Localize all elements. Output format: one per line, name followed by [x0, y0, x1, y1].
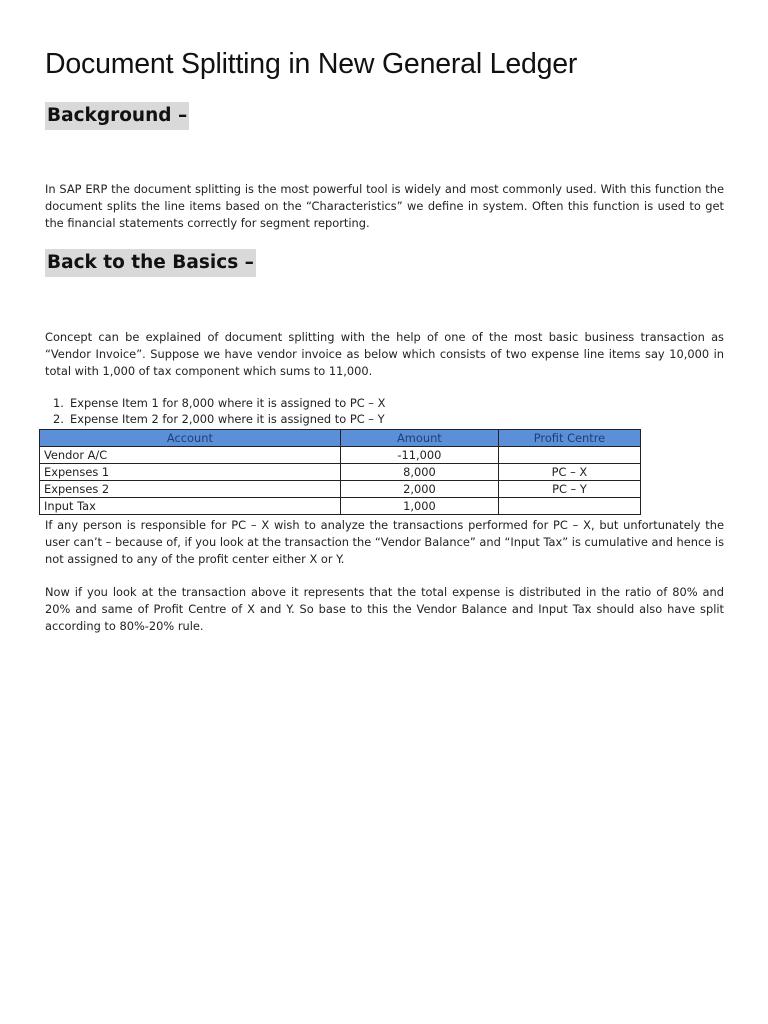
background-paragraph: In SAP ERP the document splitting is the most powerful tool is widely and most commonly used. With this function the document splits the line items based on the “Characteristics” we define in system. Often this function is used to get the financial statements correctly for segment reporting.	[45, 182, 724, 230]
list-item-text: Expense Item 1 for 8,000 where it is assigned to PC – X	[70, 396, 386, 410]
table-row	[40, 464, 641, 481]
column-header-amount: Amount	[340, 430, 498, 447]
list-item-number: 1.	[53, 396, 64, 410]
section-heading-background: Background –	[45, 102, 189, 130]
list-item	[53, 395, 385, 411]
cell-account: Expenses 1	[40, 464, 341, 481]
cell-profit-centre: PC – Y	[498, 481, 640, 498]
page-title: Document Splitting in New General Ledger	[45, 48, 578, 80]
section-heading-basics: Back to the Basics –	[45, 249, 256, 277]
list-item-number: 2.	[53, 412, 64, 426]
table-row	[40, 498, 641, 515]
table-row	[40, 447, 641, 464]
column-header-profit-centre: Profit Centre	[498, 430, 640, 447]
basics-paragraph: Concept can be explained of document splitting with the help of one of the most basic business transaction as “Vendor Invoice”. Suppose we have vendor invoice as below which consists of two expense line items say 10,000 in total with 1,000 of tax component which sums to 11,000.	[45, 330, 724, 378]
ledger-table	[39, 429, 641, 515]
list-item-text: Expense Item 2 for 2,000 where it is assigned to PC – Y	[70, 412, 385, 426]
cell-amount: 8,000	[340, 464, 498, 481]
cell-profit-centre	[498, 447, 640, 464]
cell-account: Expenses 2	[40, 481, 341, 498]
analysis-paragraph: If any person is responsible for PC – X wish to analyze the transactions performed for PC – X, but unfortunately the user can’t – because of, if you look at the transaction the “Vendor Balance” and “Input Tax” is cumulative and hence is not assigned to any of the profit center either X or Y.	[45, 518, 724, 566]
table-header-row	[40, 430, 641, 447]
expense-item-list	[53, 395, 385, 427]
cell-amount: -11,000	[340, 447, 498, 464]
cell-profit-centre	[498, 498, 640, 515]
cell-account: Input Tax	[40, 498, 341, 515]
column-header-account: Account	[40, 430, 341, 447]
cell-amount: 2,000	[340, 481, 498, 498]
cell-account: Vendor A/C	[40, 447, 341, 464]
list-item	[53, 411, 385, 427]
table-row	[40, 481, 641, 498]
ratio-paragraph: Now if you look at the transaction above it represents that the total expense is distributed in the ratio of 80% and 20% and same of Profit Centre of X and Y. So base to this the Vendor Balance and Input Tax should also have split according to 80%-20% rule.	[45, 585, 724, 633]
cell-amount: 1,000	[340, 498, 498, 515]
cell-profit-centre: PC – X	[498, 464, 640, 481]
